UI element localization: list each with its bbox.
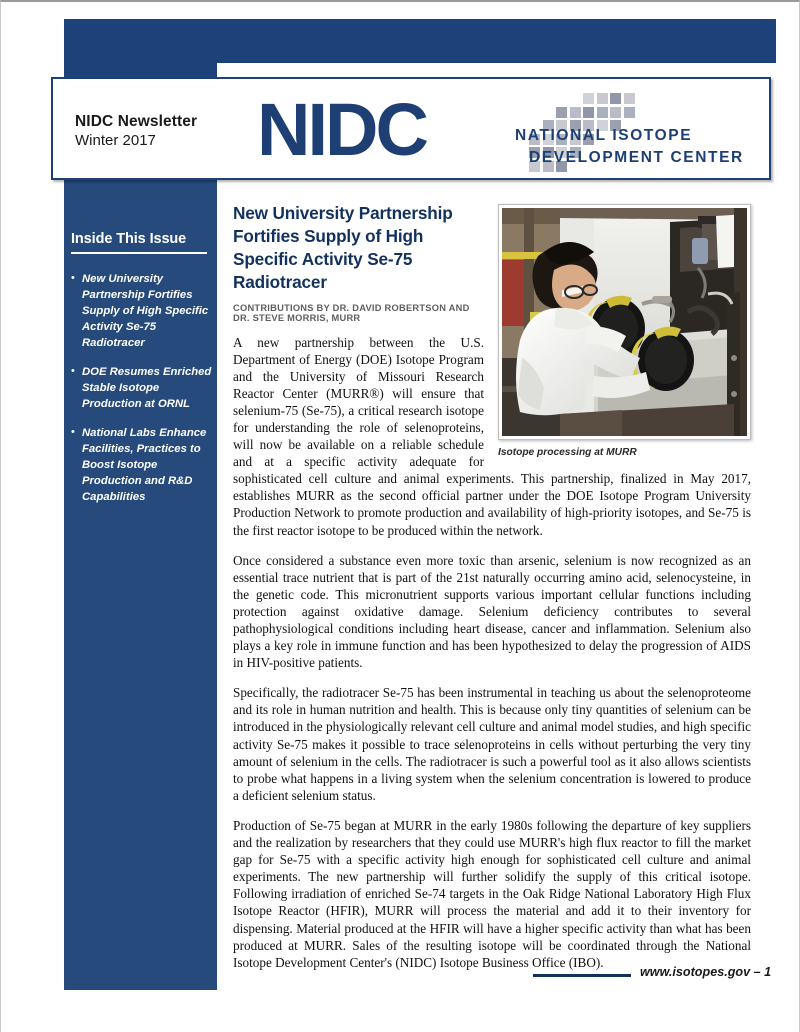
logo-square xyxy=(610,93,621,104)
toc-item[interactable] xyxy=(69,271,215,351)
article-paragraph: Once considered a substance even more toxic than arsenic, selenium is now recognized as an essential trace nutrient that is part of the 21st naturally occurring amino acid, selenocysteine, in the genetic code. This micronutrient supports various important cellular functions including protection against oxidative damage. Selenium deficiency contributes to several pathophysiological conditions including heart disease, cancer and inflammation. Selenium also plays a key role in immune function and has been hypothesized to delay the progression of AIDS in HIV-positive patients. xyxy=(233,552,751,671)
article-paragraph: Production of Se-75 began at MURR in the early 1980s following the departure of key suppliers and the realization by researchers that they could use MURR's high flux reactor to fill the market gap for Se-75 with a specific activity high enough for sophisticated cell culture and animal experiments. The new partnership will further solidify the supply of this critical isotope. Following irradiation of enriched Se-74 targets in the Oak Ridge National Laboratory High Flux Isotope Reactor (HFIR), MURR will process the material and add it to their inventory for dispensing. Material produced at the HFIR will have a higher specific activity than what has been produced at MURR. Sales of the resulting isotope will be coordinated through the National Isotope Development Center's (NIDC) Isotope Business Office (IBO). xyxy=(233,817,751,970)
logo-subtext xyxy=(515,125,770,170)
toc-item-label: DOE Resumes Enriched Stable Isotope Production at ORNL xyxy=(82,366,212,411)
bullet-icon: • xyxy=(71,272,75,284)
logo-line-national-isotope: NATIONAL ISOTOPE xyxy=(515,127,693,144)
logo-square xyxy=(583,93,594,104)
logo-line-development-center: DEVELOPMENT CENTER xyxy=(529,149,744,167)
logo-square xyxy=(570,107,581,118)
table-of-contents-list xyxy=(69,271,215,518)
bullet-icon: • xyxy=(71,426,75,439)
sidebar-heading: Inside This Issue xyxy=(71,231,187,247)
article-figure xyxy=(498,204,751,458)
footer-url-and-page: www.isotopes.gov – 1 xyxy=(640,965,772,979)
article-byline: CONTRIBUTIONS BY DR. DAVID ROBERTSON AND DR. STEVE MORRIS, MURR xyxy=(233,302,470,323)
photo-isotope-processing xyxy=(502,208,747,436)
footer-rule xyxy=(533,974,631,977)
masthead-box xyxy=(51,77,771,180)
article-paragraph: Specifically, the radiotracer Se-75 has been instrumental in teaching us about the selenoproteome and its role in human nutrition and health. This is because only tiny quantities of selenium can be introduced in the physiologically relevant cell culture and animal model studies, and high specific activity Se-75 makes it possible to trace selenoproteins in cells without perturbing the very tiny amount of selenium in the cells. The radiotracer is such a powerful tool as it also allows scientists to probe what happens in a living system when the selenium concentration is lowered to produce a deficient selenium status. xyxy=(233,685,751,803)
logo-square xyxy=(624,93,635,104)
article xyxy=(233,202,751,984)
article-headline: New University Partnership Fortifies Supply of High Specific Activity Se-75 Radiotracer xyxy=(233,203,453,292)
logo-square xyxy=(597,107,608,118)
newsletter-issue-date: Winter 2017 xyxy=(75,132,156,149)
logo-square xyxy=(624,107,635,118)
newsletter-title: NIDC Newsletter xyxy=(75,113,198,130)
toc-item-label: National Labs Enhance Facilities, Practices to Boost Isotope Production and R&D Capabilities xyxy=(82,427,207,504)
logo-square xyxy=(556,107,567,118)
photo-frame xyxy=(498,204,751,440)
sidebar-heading-rule xyxy=(71,252,207,254)
logo-square xyxy=(583,107,594,118)
nidc-logo xyxy=(257,87,767,179)
logo-square xyxy=(610,107,621,118)
toc-item[interactable] xyxy=(69,425,215,505)
bullet-icon: • xyxy=(71,365,75,378)
logo-wordmark: NIDC xyxy=(257,88,426,171)
toc-item[interactable] xyxy=(69,364,215,412)
photo-caption: Isotope processing at MURR xyxy=(498,447,637,458)
toc-item-label: New University Partnership Fortifies Supply of High Specific Activity Se-75 Radiotracer xyxy=(82,273,209,350)
photo-scene xyxy=(502,208,747,436)
article-paragraph: A new partnership between the U.S. Department of Energy (DOE) Isotope Program and the University of Missouri Research Reactor Center (MURR®) will ensure that selenium-75 (Se-75), a critical research isotope for understanding the role of selenoproteins, will now be available on a reliable schedule and at a specific activity adequate for sophisticated cell culture and animal experiments. This partnership, finalized in May 2017, establishes MURR as the second official partner under the DOE Isotope Program University Production Network to promote production and availability of high-priority isotopes, and Se-75 is the first reactor isotope to be produced within the network. xyxy=(233,334,751,538)
logo-square xyxy=(597,93,608,104)
